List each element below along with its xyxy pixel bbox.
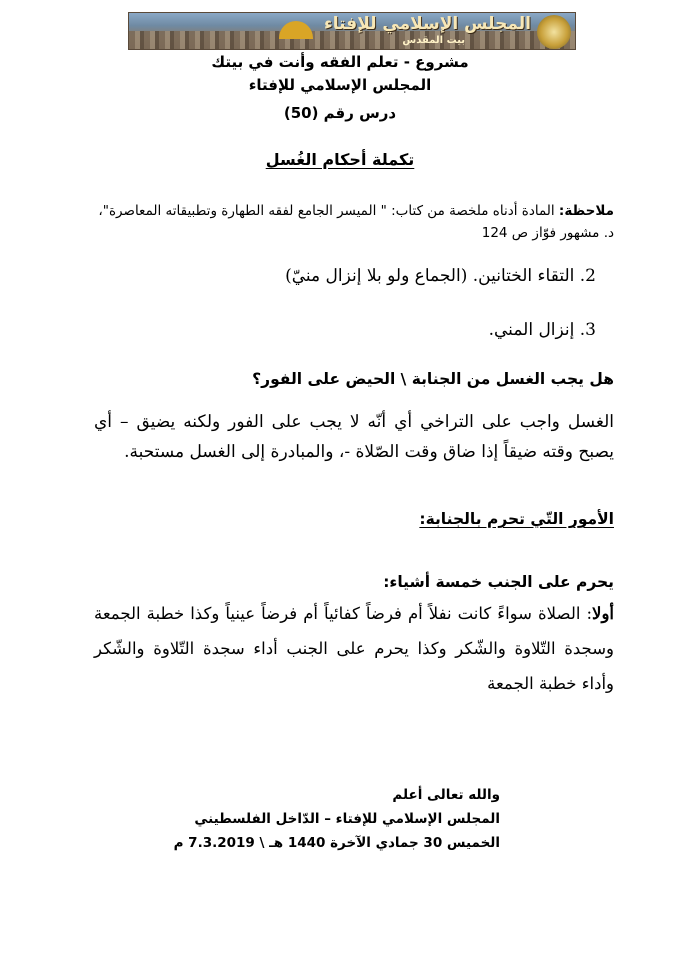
section-heading: الأمور التّي تحرم بالجنابة: <box>419 510 614 528</box>
list-item: 3. إنزال المني. <box>488 320 596 340</box>
list-item: 2. التقاء الختانين. (الجماع ولو بلا إنزال منيّ) <box>285 266 596 286</box>
note-text: المادة أدناه ملخصة من كتاب: " الميسر الجامع لفقه الطهارة وتطبيقاته المعاصرة"، د. مشهور فوّاز ص 124 <box>98 203 614 241</box>
lesson-number: درس رقم (50) <box>283 104 397 122</box>
footer-date: الخميس 30 جمادي الآخرة 1440 هـ \ 7.3.2019 م <box>173 835 500 851</box>
footer-council-name: المجلس الإسلامي للإفتاء – الدّاخل الفلسطيني <box>194 811 500 827</box>
dome-graphic <box>279 21 313 39</box>
council-name: المجلس الإسلامي للإفتاء <box>248 76 432 94</box>
first-point-paragraph <box>94 596 614 701</box>
answer-paragraph: الغسل واجب على التراخي أي أنّه لا يجب على الفور ولكنه يضيق – أي يصبح وقته ضيقاً إذا ضاق وقت الصّلاة -، والمبادرة إلى الغسل مستحبة. <box>94 412 614 462</box>
council-emblem-icon <box>537 15 571 49</box>
banner-subtitle: بيت المقدس <box>402 35 465 46</box>
first-point-label: أولا <box>592 604 614 623</box>
lesson-title: تكملة أحكام الغُسل <box>265 150 415 169</box>
note-label: ملاحظة: <box>558 203 614 219</box>
source-note <box>94 200 614 244</box>
first-point-text: : الصلاة سواءً كانت نفلاً أم فرضاً كفائياً أم فرضاً عينياً وكذا خطبة الجمعة وسجدة التّلاوة والشّكر وكذا يحرم على الجنب أداء سجدة التّلاوة والشّكر وأداء خطبة الجمعة <box>94 604 614 693</box>
header-banner-image <box>128 12 576 50</box>
section-question: هل يجب الغسل من الجنابة \ الحيض على الفور؟ <box>252 370 614 388</box>
banner-title: المجلس الإسلامي للإفتاء <box>324 14 531 34</box>
project-title: مشروع - تعلم الفقه وأنت في بيتك <box>211 53 469 71</box>
section-subheading: يحرم على الجنب خمسة أشياء: <box>383 573 614 591</box>
closing-phrase: والله تعالى أعلم <box>392 787 500 803</box>
